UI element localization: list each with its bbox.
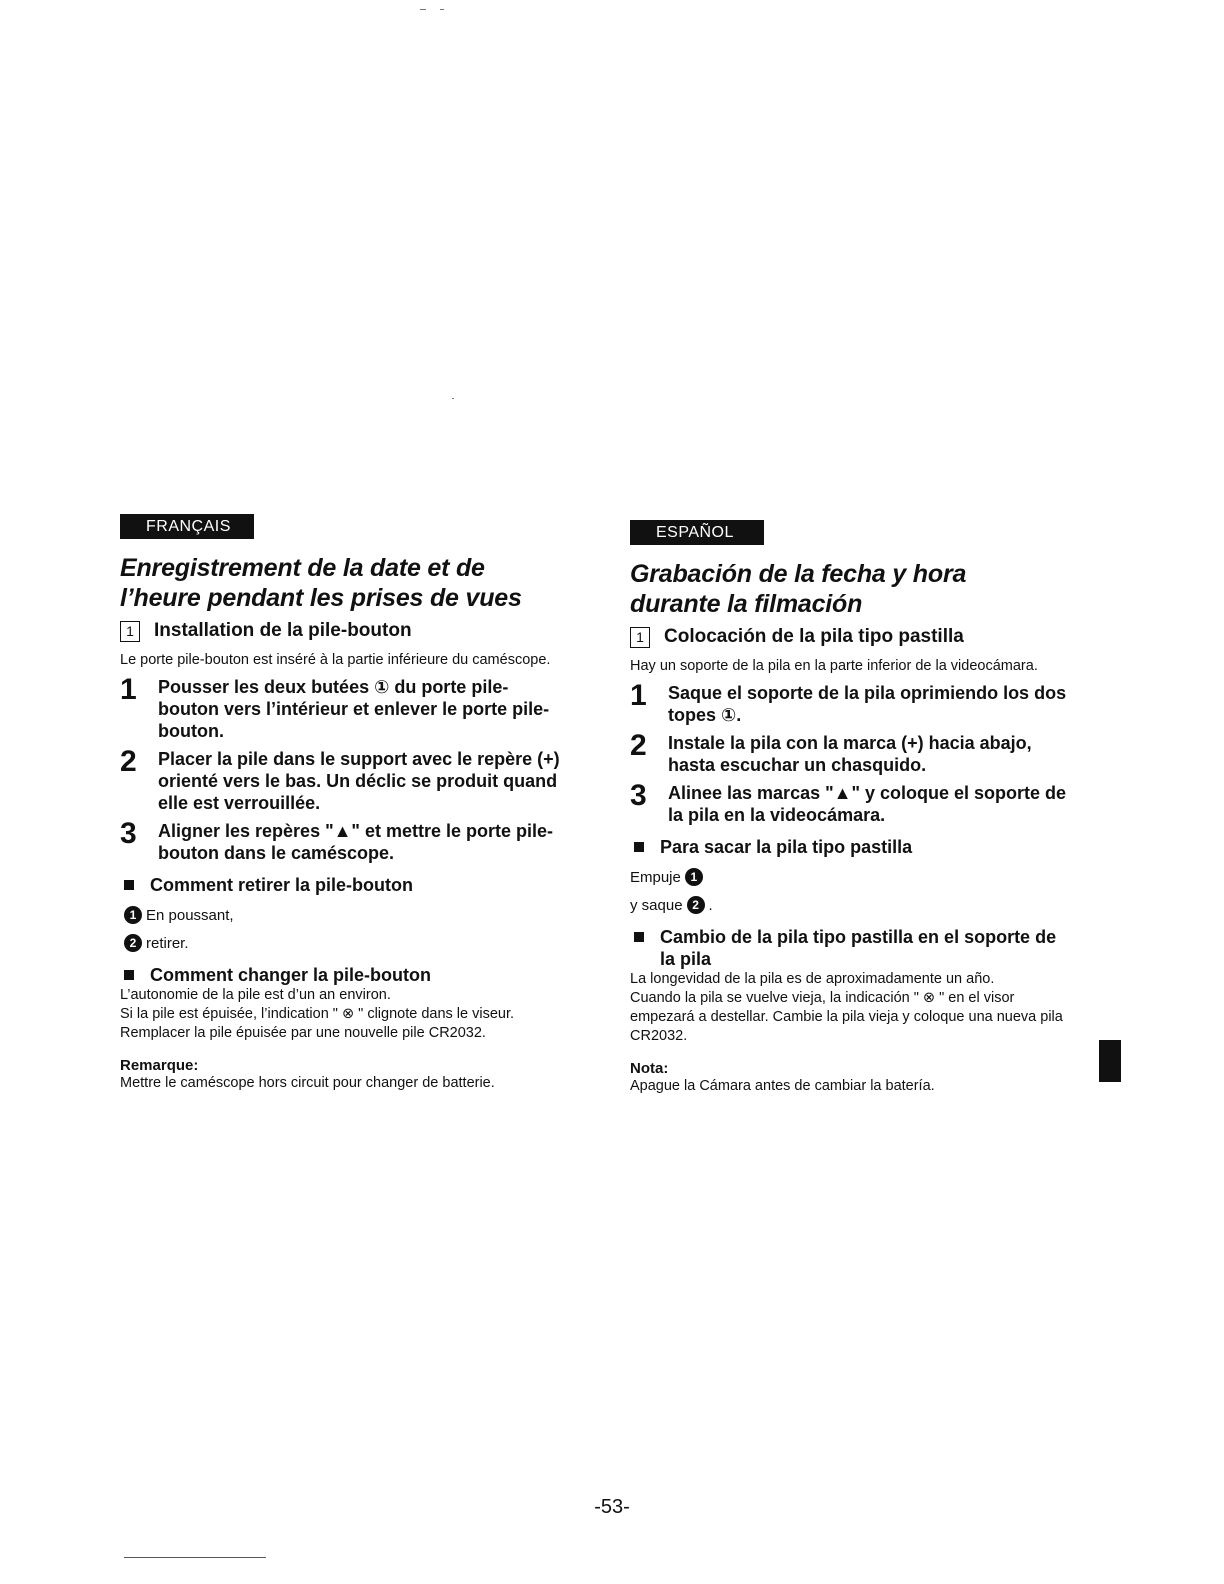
circled-number-icon: 2 — [687, 896, 705, 914]
step-text: Pousser les deux butées ① du porte pile-bouton vers l’intérieur et enlever le porte pile-bouton. — [158, 677, 550, 741]
circled-number-icon: 1 — [685, 868, 703, 886]
bullet-heading — [630, 836, 1070, 858]
circled-number-icon: 2 — [124, 934, 142, 952]
step-text: Aligner les repères "▲" et mettre le porte pile-bouton dans le caméscope. — [158, 821, 554, 863]
title-line: Enregistrement de la date et de — [120, 554, 485, 582]
scan-speck — [420, 9, 426, 10]
page-edge-tab-marker — [1099, 1040, 1121, 1082]
remove-step — [630, 868, 1070, 886]
square-bullet-icon — [124, 970, 134, 980]
bullet-heading-text: Comment changer la pile-bouton — [150, 965, 432, 985]
square-bullet-icon — [634, 932, 644, 942]
remove-step — [630, 896, 1070, 914]
note-label: Nota: — [630, 1060, 669, 1077]
body-text: Cuando la pila se vuelve vieja, la indicación " ⊗ " en el visor empezará a destellar. Cambie la pila vieja y coloque una nueva pila CR2032. — [630, 990, 1063, 1044]
remove-step-text: y saque — [630, 896, 683, 914]
step-text: Placer la pile dans le support avec le repère (+) orienté vers le bas. Un déclic se produit quand elle est verrouillée. — [158, 749, 560, 813]
remove-step — [120, 934, 560, 952]
intro-text: Hay un soporte de la pila en la parte inferior de la videocámara. — [630, 658, 1038, 674]
remove-step — [120, 906, 560, 924]
footer-rule — [124, 1557, 266, 1558]
step-number: 3 — [120, 817, 137, 850]
subsection-title: Installation de la pile-bouton — [154, 620, 412, 641]
remove-step-text: retirer. — [146, 934, 189, 952]
square-bullet-icon — [124, 880, 134, 890]
step-item — [120, 817, 560, 864]
page-number: -53- — [594, 1496, 630, 1518]
scan-speck — [440, 9, 444, 10]
remove-step-punctuation: . — [708, 896, 713, 914]
subsection-title: Colocación de la pila tipo pastilla — [664, 626, 964, 647]
step-item — [120, 745, 560, 814]
subsection-heading — [630, 625, 1070, 649]
square-bullet-icon — [634, 842, 644, 852]
scan-speck — [452, 398, 454, 399]
boxed-number: 1 — [630, 627, 650, 648]
bullet-heading-text: Comment retirer la pile-bouton — [150, 875, 414, 895]
circled-number-icon: 1 — [124, 906, 142, 924]
boxed-number: 1 — [120, 621, 140, 642]
note-text: Mettre le caméscope hors circuit pour changer de batterie. — [120, 1075, 495, 1091]
intro-text: Le porte pile-bouton est inséré à la partie inférieure du caméscope. — [120, 652, 551, 668]
spanish-column — [630, 514, 1070, 1096]
language-tab-espanol: ESPAÑOL — [630, 520, 764, 545]
step-item — [630, 729, 1070, 776]
bullet-heading-text: Cambio de la pila tipo pastilla en el soporte de la pila — [660, 927, 1057, 969]
step-item — [120, 673, 560, 742]
title-line: Grabación de la fecha y hora — [630, 560, 967, 588]
step-item — [630, 779, 1070, 826]
body-text: La longevidad de la pila es de aproximadamente un año. — [630, 971, 995, 987]
body-text: L’autonomie de la pile est d’un an environ. — [120, 987, 391, 1003]
bullet-heading — [120, 874, 560, 896]
note-text: Apague la Cámara antes de cambiar la batería. — [630, 1078, 935, 1094]
step-text: Instale la pila con la marca (+) hacia abajo, hasta escuchar un chasquido. — [668, 733, 1032, 775]
language-tab-francais: FRANÇAIS — [120, 514, 254, 539]
title-line: l’heure pendant les prises de vues — [120, 584, 522, 612]
step-number: 1 — [120, 673, 137, 706]
bullet-heading — [120, 964, 560, 986]
remove-step-text: Empuje — [630, 868, 681, 886]
section-title — [630, 559, 1070, 619]
title-line: durante la filmación — [630, 590, 863, 618]
note-label: Remarque: — [120, 1057, 199, 1074]
step-number: 2 — [630, 729, 647, 762]
remove-step-text: En poussant, — [146, 906, 234, 924]
step-number: 1 — [630, 679, 647, 712]
french-column — [120, 514, 560, 1093]
step-number: 2 — [120, 745, 137, 778]
step-text: Alinee las marcas "▲" y coloque el soporte de la pila en la videocámara. — [668, 783, 1067, 825]
bullet-heading-text: Para sacar la pila tipo pastilla — [660, 837, 913, 857]
step-item — [630, 679, 1070, 726]
subsection-heading — [120, 619, 560, 643]
section-title — [120, 553, 560, 613]
bullet-heading — [630, 926, 1070, 970]
step-number: 3 — [630, 779, 647, 812]
body-text: Si la pile est épuisée, l’indication " ⊗ " clignote dans le viseur. Remplacer la pile épuisée par une nouvelle pile CR2032. — [120, 1006, 515, 1041]
step-text: Saque el soporte de la pila oprimiendo los dos topes ①. — [668, 683, 1067, 725]
